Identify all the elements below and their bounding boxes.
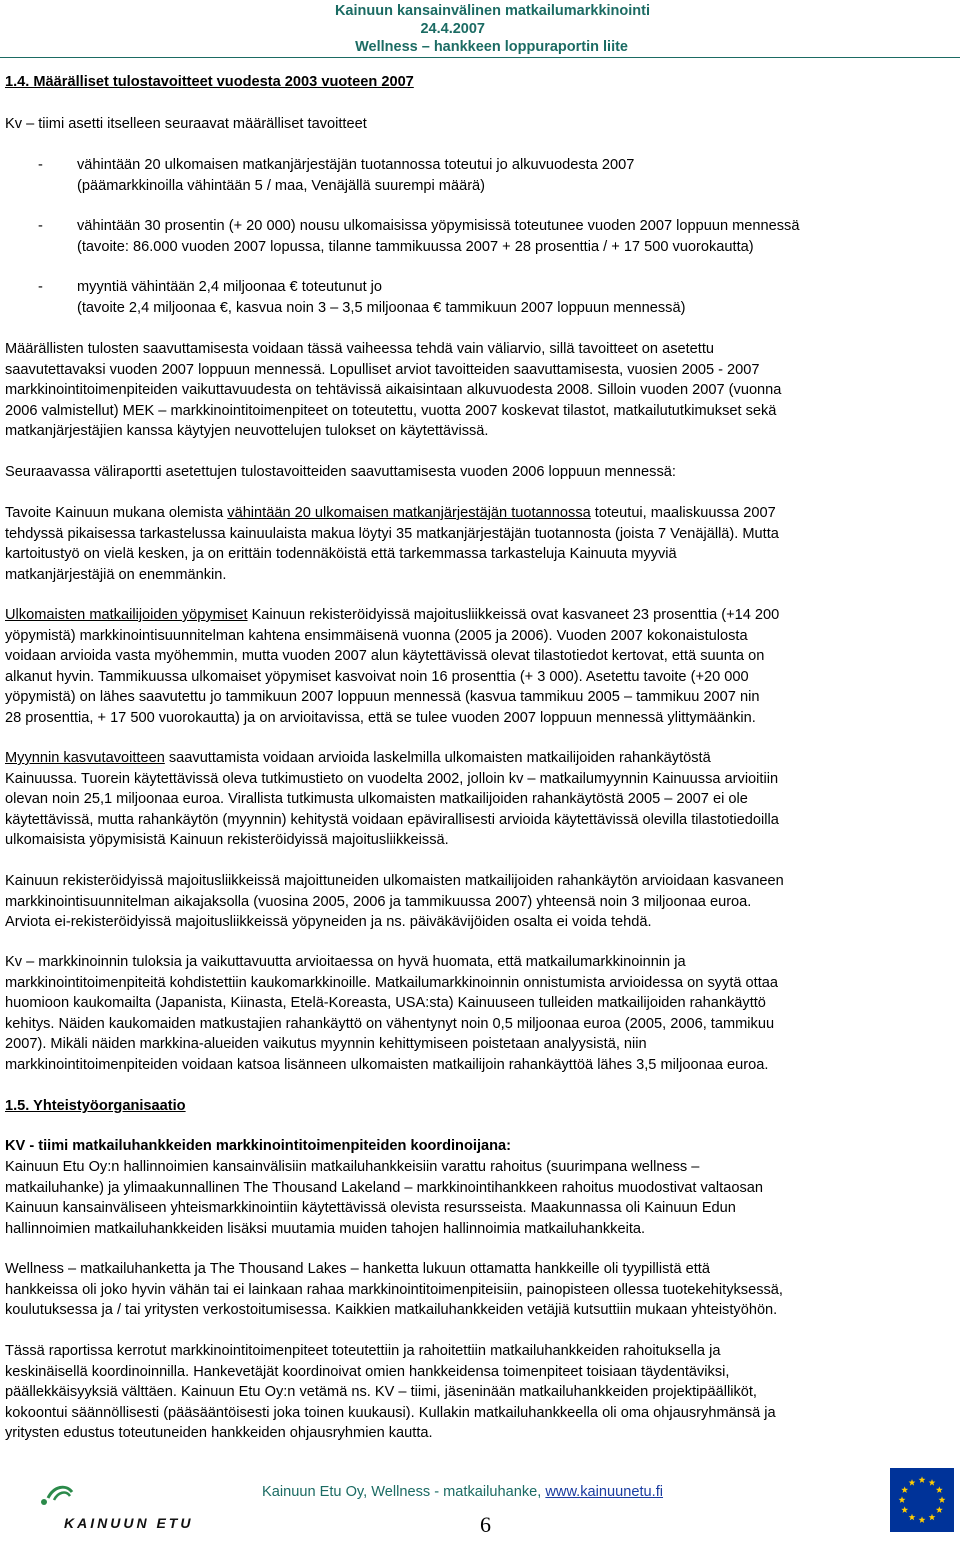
footer-organization: Kainuun Etu Oy, Wellness - matkailuhanke, <box>262 1484 546 1500</box>
paragraph-spending-estimate <box>5 871 953 933</box>
underlined-goal: vähintään 20 ulkomaisen matkanjärjestäjän tuotannossa <box>227 505 591 521</box>
intro-text: Kv – tiimi asetti itselleen seuraavat määrälliset tavoitteet <box>5 116 367 132</box>
kainuun-etu-logo <box>8 1482 228 1532</box>
logo-dot <box>41 1499 47 1505</box>
bullet-dash: - <box>38 157 43 173</box>
paragraph-overnight-stays <box>5 605 953 728</box>
bullet-line: vähintään 30 prosentin (+ 20 000) nousu ulkomaisissa yöpymisissä toteutunee vuoden 2007 loppuun mennessä <box>77 218 800 234</box>
text-line: Määrällisten tulosten saavuttamisesta voidaan tässä vaiheessa tehdä vain väliarvio, sillä tavoitteet on asetettu <box>5 341 715 357</box>
text-line: käytettävissä, mutta rahankäytön (myynnin) kehitystä voidaan epävirallisesti arvioida käytettävissä olevilla tilastotiedoilla <box>5 811 779 828</box>
paragraph-interim-assessment <box>5 339 953 442</box>
text-line: yritysten edustus toteutuneiden hankkeiden ohjausryhmien kautta. <box>5 1425 433 1441</box>
paragraph-interim-report-intro: Seuraavassa väliraportti asetettujen tulostavoitteiden saavuttamisesta vuoden 2006 loppuun mennessä: <box>5 464 676 480</box>
header-rule <box>0 57 960 58</box>
text-line: huomioon kaukomailta (Japanista, Kiinasta, Etelä-Koreasta, USA:sta) Kainuuseen tulleiden matkailijoiden rahankäyttö <box>5 995 766 1011</box>
bullet-line: (tavoite 2,4 miljoonaa €, kasvua noin 3 – 3,5 miljoonaa € tammikuun 2007 loppuun mennessä) <box>77 299 686 316</box>
bullet-dash: - <box>38 218 43 234</box>
paragraph-coordination <box>5 1341 953 1444</box>
text-line: markkinointitoimenpiteitä kohdistettiin kaukomarkkinoille. Matkailumarkkinoinnin onnistumista arvioidessa on syytä ottaa <box>5 974 779 991</box>
paragraph-other-projects <box>5 1259 953 1321</box>
text-line: kokoontui säännöllisesti (pääsääntöisesti joka toinen kuukausi). Kullakin matkailuhankkeella oli oma ohjausryhmänsä ja <box>5 1404 776 1421</box>
text-line: matkailuhanke) ja ylimaakunnallinen The Thousand Lakeland – markkinointihankkeen rahoitus muodostivat valtaosan <box>5 1179 763 1196</box>
bullet-line: vähintään 20 ulkomaisen matkanjärjestäjän tuotannossa toteutui jo alkuvuodesta 2007 <box>77 157 635 173</box>
text-line: Tässä raportissa kerrotut markkinointitoimenpiteet toteutettiin ja rahoitettiin matkailuhankkeiden rahoituksella ja <box>5 1343 721 1359</box>
text-line: Kainuun Etu Oy:n hallinnoimien kansainvälisiin matkailuhankkeisiin varattu rahoitus (suurimpana wellness – <box>5 1159 700 1175</box>
header-project-title: Kainuun kansainvälinen matkailumarkkinointi <box>334 3 650 19</box>
text-line: matkanjärjestäjiä on enemmänkin. <box>5 566 227 583</box>
underlined-goal: Ulkomaisten matkailijoiden yöpymiset <box>5 607 248 623</box>
text-line: keskinäisellä koordinoinnilla. Hankevetäjät koordinoivat omien hankkeidensa toimenpiteet toisiaan täydentäviksi, <box>5 1363 730 1380</box>
bullet-line: myyntiä vähintään 2,4 miljoonaa € toteutunut jo <box>77 279 383 295</box>
text-line: kartoitustyö on vielä kesken, ja on erittäin todennäköistä että tarkemmassa tarkasteluja Kainuuta myyviä <box>5 546 677 562</box>
bullet-line: (tavoite: 86.000 vuoden 2007 lopussa, tilanne tammikuussa 2007 + 28 prosenttia / + 17 500 vuorokautta) <box>77 238 754 255</box>
text-line: alkanut hyvin. Tammikuussa ulkomaiset yöpymiset kasvoivat noin 16 prosenttia (+ 3 000). Asetettu tavoite (+20 000 <box>5 668 749 685</box>
text-line: voidaan arvioida vasta myöhemmin, mutta vuoden 2007 alun käytettävissä olevat tilastotiedot kertovat, että suunta on <box>5 648 765 664</box>
text-line: Myynnin kasvutavoitteen saavuttamista voidaan arvioida laskelmilla ulkomaisten matkailijoiden rahankäytöstä <box>5 750 711 766</box>
paragraph-tour-operators <box>5 503 953 585</box>
text-line: 28 prosenttia, + 17 500 vuorokautta) ja on arvioitavissa, että se tulee vuoden 2007 loppuun mennessä ylittymäänkin. <box>5 709 756 726</box>
logo-text: KAINUUN ETU <box>64 1515 194 1531</box>
eu-flag-icon <box>890 1468 954 1532</box>
text-line: Kainuussa. Tuorein käytettävissä oleva tutkimustieto on vuodelta 2002, jolloin kv – matkailumyynnin Kainuussa arvioitiin <box>5 770 779 787</box>
text-line: ulkomaisista yöpymisistä Kainuun rekisteröidyissä majoitusliikkeissä. <box>5 832 449 848</box>
text-line: Kainuun rekisteröidyissä majoitusliikkeissä majoittuneiden ulkomaisten matkailijoiden rahankäytön arvioidaan kasvaneen <box>5 873 784 889</box>
paragraph-long-haul-markets <box>5 952 953 1075</box>
text-line: yöpymistä) on lähes saavutettu jo tammikuun 2007 loppuun mennessä (kasvua tammikuu 2005 – tammikuu 2007 nin <box>5 689 760 705</box>
section-heading-1-5: 1.5. Yhteistyöorganisaatio <box>5 1098 186 1114</box>
text-line: olevan noin 25,1 miljoonaa euroa. Virallista tutkimusta ulkomaisten matkailijoiden rahankäytöstä 2005 – 2007 ei ole <box>5 791 748 807</box>
text-line: 2007). Mikäli näiden markkina-alueiden vaikutus myynnin kehittymiseen poistetaan analyysistä, niin <box>5 1036 647 1052</box>
text-line: Kv – markkinoinnin tuloksia ja vaikuttavuutta arvioitaessa on hyvä huomata, että matkailumarkkinoinnin ja <box>5 954 686 970</box>
footer <box>262 1484 663 1500</box>
text-line: Kainuun kansainväliseen yhteismarkkinointiin käytettävissä olevista resursseista. Maakunnassa oli Kainuun Edun <box>5 1200 736 1216</box>
page-number: 6 <box>480 1512 491 1537</box>
text-line: Ulkomaisten matkailijoiden yöpymiset Kainuun rekisteröidyissä majoitusliikkeissä ovat kasvaneet 23 prosenttia (+14 200 <box>5 607 780 623</box>
text-line: matkanjärjestäjien kanssa käytyjen neuvottelujen tulokset on käytettävissä. <box>5 423 489 439</box>
underlined-goal: Myynnin kasvutavoitteen <box>5 750 165 766</box>
section-heading-1-4: 1.4. Määrälliset tulostavoitteet vuodesta 2003 vuoteen 2007 <box>5 74 414 90</box>
paragraph-funding <box>5 1157 953 1239</box>
logo-swoosh <box>54 1493 70 1500</box>
bullet-line: (päämarkkinoilla vähintään 5 / maa, Venäjällä suurempi määrä) <box>77 177 486 194</box>
header-date: 24.4.2007 <box>420 21 485 37</box>
text-line: yöpymistä) markkinointisuunnitelman kahtena ensimmäisenä vuonna (2005 ja 2006). Vuoden 2007 kokonaistulosta <box>5 627 748 644</box>
text-line: tehdyssä pikaisessa tarkastelussa kainuulaista makua löytyi 35 matkanjärjestäjän tuotannosta (joista 7 Venäjällä). Mutta <box>5 525 779 542</box>
text-line: saavutettavaksi vuoden 2007 loppuun mennessä. Lopulliset arviot tavoitteiden saavuttamisesta, vuosien 2005 - 2007 <box>5 361 760 378</box>
paragraph-sales-growth <box>5 748 953 851</box>
text-line: markkinointitoimenpiteiden vaikuttavuudesta on tehtävissä aikaisintaan alkuvuodesta 2008. Silloin vuoden 2007 (vuonna <box>5 382 782 398</box>
subheading-kv-team: KV - tiimi matkailuhankkeiden markkinointitoimenpiteiden koordinoijana: <box>5 1138 511 1154</box>
text-line: Wellness – matkailuhanketta ja The Thousand Lakes – hanketta lukuun ottamatta hankkeille oli tyypillistä että <box>5 1261 710 1277</box>
text-line: koulutuksessa ja / tai yritysten verkostoitumisessa. Kaikkien matkailuhankkeiden vetäjiä kutsuttiin mukaan yhteistyöhön. <box>5 1302 778 1318</box>
text-line: Tavoite Kainuun mukana olemista vähintään 20 ulkomaisen matkanjärjestäjän tuotannossa toteutui, maaliskuussa 2007 <box>5 505 776 521</box>
bullet-dash: - <box>38 279 43 295</box>
text-line: kehitys. Näiden kaukomaiden matkustajien rahankäyttö on vähentynyt noin 0,5 miljoonaa euroa (2005, 2006, tammikuu <box>5 1015 775 1032</box>
text-line: markkinointitoimenpiteiden voidaan katsoa lisänneen ulkomaisten matkailijoin rahankäyttöä lähes 3,5 miljoonaa euroa. <box>5 1056 769 1073</box>
header-subtitle: Wellness – hankkeen loppuraportin liite <box>355 39 628 55</box>
text-line: Arviota ei-rekisteröidyissä majoitusliikkeissä yöpyneiden ja ns. päiväkävijöiden osalta ei voida tehdä. <box>5 914 652 930</box>
text-line: markkinointisuunnitelman aikajaksolla (vuosina 2005, 2006 ja tammikuussa 2007) yhteensä noin 3 miljoonaa euroa. <box>5 893 752 910</box>
text-line: hallinnoimien matkailuhankkeiden lisäksi muutamia muiden tahojen hallinnoimia matkailuhankkeita. <box>5 1220 646 1237</box>
text-line: päällekkäisyyksiä välttäen. Kainuun Etu Oy:n vetämä ns. KV – tiimi, jäseninään matkailuhankkeiden projektipäälliköt, <box>5 1384 757 1400</box>
text-line: 2006 valmistellut) MEK – markkinointitoimenpiteet on toteutettu, vuotta 2007 koskevat tilastot, matkailututkimukset sekä <box>5 402 777 419</box>
footer-website-link[interactable]: www.kainuunetu.fi <box>545 1484 664 1500</box>
text-line: hankkeissa oli joko hyvin vähän tai ei lainkaan rahaa markkinointitoimenpiteisiin, painopisteen ollessa tuotekehityksessä, <box>5 1281 783 1298</box>
